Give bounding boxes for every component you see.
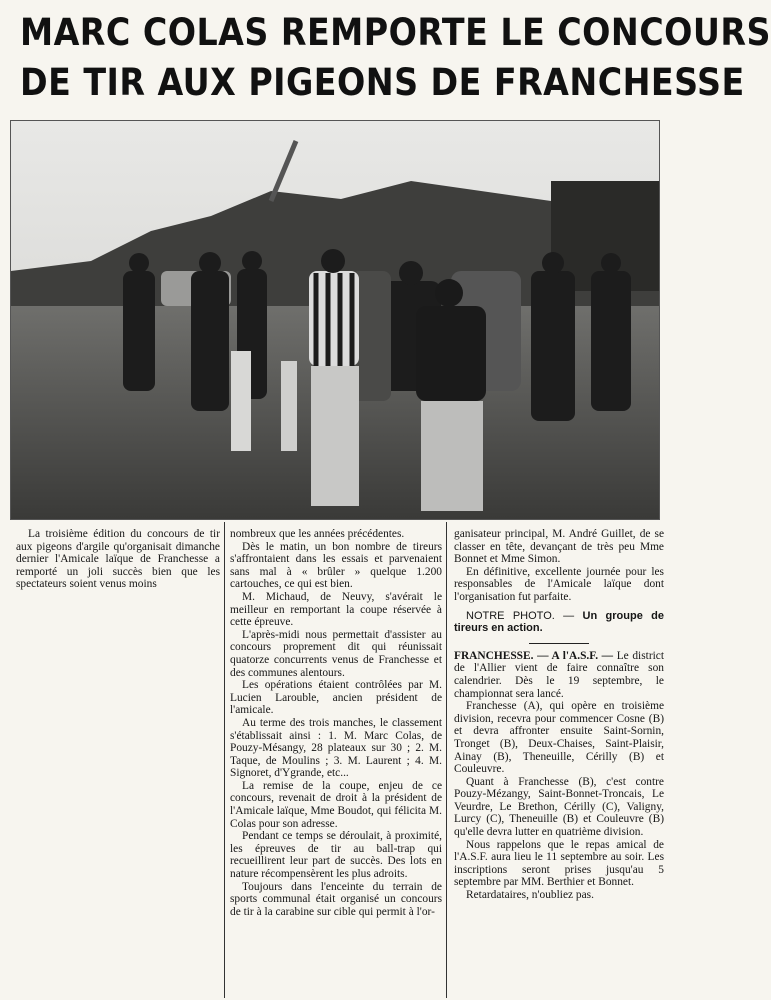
dark-shooter bbox=[416, 279, 486, 511]
paragraph: Nous rappelons que le repas amical de l'A.S.F. aura lieu le 11 septembre au soir. Les inscriptions seront prises jusqu'au 5 septembre par MM. Berthier et Bonnet. bbox=[454, 838, 664, 889]
paragraph: Retardataires, n'oubliez pas. bbox=[466, 889, 594, 902]
section-divider bbox=[529, 643, 589, 644]
paragraph: En définitive, excellente journée pour les responsables de l'Amicale laïque dont l'organisation fut parfaite. bbox=[454, 565, 664, 603]
photo-caption bbox=[454, 610, 664, 635]
article-column-1 bbox=[16, 528, 220, 591]
paragraph: Les opérations étaient contrôlées par M. Lucien Larouble, ancien président de l'amicale. bbox=[230, 679, 442, 717]
paragraph: Au terme des trois manches, le classement s'établissait ainsi : 1. M. Marc Colas, de Pouzy-Mésangy, 28 plateaux sur 30 ; 2. M. Taque, de Moulins ; 3. M. Laurent ; 4. M. Signoret, d'Ygrande, etc... bbox=[230, 716, 442, 780]
news-photo bbox=[10, 120, 660, 520]
striped-shooter bbox=[309, 249, 359, 506]
photo-illustration bbox=[11, 121, 659, 519]
column-rule bbox=[446, 522, 447, 998]
crowd bbox=[123, 251, 631, 421]
paragraph: Franchesse (A), qui opère en troisième division, recevra pour commencer Cosne (B) et devra affronter ensuite Saint-Sornin, Tronget (B), Deux-Chaises, Saint-Plaisir, Ainay (B), Theneuille, Cérilly (B) et Couleuvre. bbox=[454, 700, 664, 776]
paragraph: Toujours dans l'enceinte du terrain de sports communal était organisé un concours de tir à la carabine sur cible qui permit à l'or- bbox=[230, 880, 442, 918]
post bbox=[231, 351, 251, 451]
photo-caption-label: NOTRE PHOTO. — bbox=[466, 609, 575, 622]
photo-caption-text: Un groupe de tireurs en action. bbox=[454, 609, 665, 635]
headline-line-1: MARC COLAS REMPORTE LE CONCOURS bbox=[20, 11, 771, 54]
article-column-2 bbox=[230, 528, 442, 918]
headline-line-2: DE TIR AUX PIGEONS DE FRANCHESSE bbox=[20, 61, 745, 104]
asf-section bbox=[454, 650, 664, 700]
paragraph: M. Michaud, de Neuvy, s'avérait le meilleur en remportant la coupe réservée à cette épreuve. bbox=[230, 590, 442, 629]
paragraph: L'après-midi nous permettait d'assister au concours proprement dit qui réunissait quatorze concurrents venus de Franchesse et des communes alentours. bbox=[230, 628, 442, 679]
article-column-3 bbox=[454, 528, 664, 902]
headline bbox=[20, 8, 771, 108]
paragraph: La troisième édition du concours de tir aux pigeons d'argile qu'organisait dimanche dernier l'Amicale laïque de Franchesse a remporté un joli succès bien que les spectateurs soient venus moins bbox=[16, 528, 220, 591]
asf-intro: Le district de l'Allier vient de faire connaître son calendrier. Dès le 19 septembre, le championnat sera lancé. bbox=[454, 649, 665, 700]
paragraph: La remise de la coupe, enjeu de ce concours, revenait de droit à la président de l'Amicale laïque, Mme Boudot, qui félicita M. Colas pour son adresse. bbox=[230, 779, 442, 830]
paragraph: Quant à Franchesse (B), c'est contre Pouzy-Mézangy, Saint-Bonnet-Troncais, Le Veurdre, Le Brethon, Cérilly (C), Valigny, Lurcy (C), Theneuille (B) et Couleuvre (B) qu'elle devra lutter en quatrième division. bbox=[454, 775, 664, 839]
post bbox=[281, 361, 297, 451]
paragraph: nombreux que les années précédentes. bbox=[230, 528, 405, 540]
asf-title: FRANCHESSE. — A l'A.S.F. — bbox=[454, 649, 614, 662]
paragraph: ganisateur principal, M. André Guillet, de se classer en tête, devançant de très peu Mme Bonnet et Mme Simon. bbox=[454, 528, 664, 566]
column-rule bbox=[224, 522, 225, 998]
paragraph: Dès le matin, un bon nombre de tireurs s'affrontaient dans les essais et parvenaient sans mal à « brûler » quelque 1.200 cartouches, ce qui est bien. bbox=[230, 540, 442, 591]
paragraph: Pendant ce temps se déroulait, à proximité, les épreuves de tir au ball-trap qui recueillirent leur part de succès. Des lots en nature récompensèrent les plus adroits. bbox=[230, 830, 442, 881]
